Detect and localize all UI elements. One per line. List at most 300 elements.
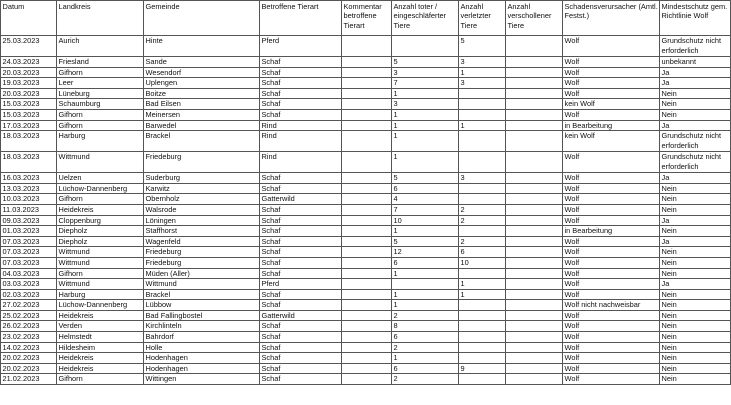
cell-verschollene[interactable] [506,289,563,300]
cell-gemeinde[interactable]: Karwitz [144,183,260,194]
cell-landkreis[interactable]: Gifhorn [57,194,144,205]
cell-gemeinde[interactable]: Bad Fallingbostel [144,310,260,321]
cell-kommentar[interactable] [342,173,392,184]
cell-kommentar[interactable] [342,194,392,205]
cell-gemeinde[interactable]: Boitze [144,88,260,99]
cell-verschollene[interactable] [506,152,563,173]
cell-datum[interactable]: 21.02.2023 [1,374,57,385]
cell-datum[interactable]: 04.03.2023 [1,268,57,279]
cell-verursacher[interactable]: Wolf [563,36,660,57]
cell-mindestschutz[interactable]: Ja [660,236,731,247]
cell-gemeinde[interactable]: Uplengen [144,78,260,89]
cell-tote[interactable]: 4 [392,194,459,205]
cell-verursacher[interactable]: Wolf [563,363,660,374]
cell-verschollene[interactable] [506,204,563,215]
cell-mindestschutz[interactable]: Nein [660,247,731,258]
cell-tierart[interactable]: Schaf [260,67,342,78]
cell-gemeinde[interactable]: Lübbow [144,300,260,311]
cell-landkreis[interactable]: Lüneburg [57,88,144,99]
cell-verursacher[interactable]: Wolf [563,204,660,215]
cell-tierart[interactable]: Schaf [260,257,342,268]
cell-verletzte[interactable] [459,268,506,279]
cell-mindestschutz[interactable]: Nein [660,353,731,364]
cell-verletzte[interactable]: 6 [459,247,506,258]
cell-landkreis[interactable]: Wittmund [57,247,144,258]
column-header-verletzte-tiere[interactable]: Anzahl verletzter Tiere [459,1,506,36]
cell-tote[interactable]: 1 [392,353,459,364]
cell-tote[interactable] [392,279,459,290]
cell-tierart[interactable]: Schaf [260,226,342,237]
cell-kommentar[interactable] [342,226,392,237]
cell-kommentar[interactable] [342,57,392,68]
cell-tote[interactable]: 5 [392,173,459,184]
cell-datum[interactable]: 18.03.2023 [1,152,57,173]
column-header-verschollene-tiere[interactable]: Anzahl verschollener Tiere [506,1,563,36]
cell-datum[interactable]: 17.03.2023 [1,120,57,131]
cell-datum[interactable]: 02.03.2023 [1,289,57,300]
cell-verursacher[interactable]: Wolf [563,247,660,258]
cell-mindestschutz[interactable]: Nein [660,342,731,353]
cell-tote[interactable]: 5 [392,236,459,247]
cell-gemeinde[interactable]: Friedeburg [144,152,260,173]
cell-gemeinde[interactable]: Wittingen [144,374,260,385]
cell-datum[interactable]: 27.02.2023 [1,300,57,311]
cell-verursacher[interactable]: Wolf [563,236,660,247]
cell-verschollene[interactable] [506,257,563,268]
cell-verursacher[interactable]: Wolf [563,353,660,364]
cell-verletzte[interactable]: 1 [459,67,506,78]
cell-landkreis[interactable]: Diepholz [57,236,144,247]
cell-verschollene[interactable] [506,353,563,364]
cell-gemeinde[interactable]: Bad Eilsen [144,99,260,110]
cell-verursacher[interactable]: Wolf [563,268,660,279]
cell-verschollene[interactable] [506,342,563,353]
cell-tote[interactable] [392,36,459,57]
cell-tierart[interactable]: Schaf [260,363,342,374]
column-header-tote-tiere[interactable]: Anzahl toter / eingeschläferter Tiere [392,1,459,36]
cell-tierart[interactable]: Schaf [260,173,342,184]
cell-gemeinde[interactable]: Barwedel [144,120,260,131]
cell-verursacher[interactable]: kein Wolf [563,131,660,152]
cell-verursacher[interactable]: Wolf [563,78,660,89]
column-header-mindestschutz[interactable]: Mindestschutz gem. Richtlinie Wolf [660,1,731,36]
cell-tote[interactable]: 6 [392,183,459,194]
cell-verletzte[interactable]: 3 [459,57,506,68]
cell-verletzte[interactable]: 10 [459,257,506,268]
cell-datum[interactable]: 11.03.2023 [1,204,57,215]
cell-verschollene[interactable] [506,78,563,89]
cell-tote[interactable]: 7 [392,204,459,215]
column-header-tierart[interactable]: Betroffene Tierart [260,1,342,36]
cell-kommentar[interactable] [342,374,392,385]
cell-datum[interactable]: 15.03.2023 [1,109,57,120]
cell-kommentar[interactable] [342,353,392,364]
cell-verschollene[interactable] [506,194,563,205]
cell-tierart[interactable]: Gatterwild [260,194,342,205]
cell-verursacher[interactable]: Wolf [563,215,660,226]
cell-tote[interactable]: 8 [392,321,459,332]
cell-mindestschutz[interactable]: Grundschutz nicht erforderlich [660,152,731,173]
cell-kommentar[interactable] [342,78,392,89]
cell-verursacher[interactable]: Wolf [563,57,660,68]
cell-verschollene[interactable] [506,321,563,332]
cell-tierart[interactable]: Schaf [260,78,342,89]
cell-verletzte[interactable] [459,342,506,353]
cell-verursacher[interactable]: Wolf [563,257,660,268]
cell-tote[interactable]: 3 [392,67,459,78]
cell-datum[interactable]: 15.03.2023 [1,99,57,110]
cell-landkreis[interactable]: Heidekreis [57,363,144,374]
cell-mindestschutz[interactable]: Grundschutz nicht erforderlich [660,36,731,57]
cell-tierart[interactable]: Schaf [260,183,342,194]
cell-kommentar[interactable] [342,204,392,215]
cell-mindestschutz[interactable]: Nein [660,257,731,268]
cell-verursacher[interactable]: Wolf [563,321,660,332]
cell-verletzte[interactable] [459,300,506,311]
cell-landkreis[interactable]: Lüchow-Dannenberg [57,183,144,194]
cell-mindestschutz[interactable]: Ja [660,67,731,78]
cell-landkreis[interactable]: Hildesheim [57,342,144,353]
cell-gemeinde[interactable]: Walsrode [144,204,260,215]
cell-verletzte[interactable]: 2 [459,236,506,247]
cell-verursacher[interactable]: Wolf [563,183,660,194]
cell-datum[interactable]: 20.03.2023 [1,67,57,78]
cell-gemeinde[interactable]: Friedeburg [144,247,260,258]
cell-kommentar[interactable] [342,109,392,120]
cell-landkreis[interactable]: Uelzen [57,173,144,184]
cell-tote[interactable]: 12 [392,247,459,258]
cell-gemeinde[interactable]: Wittmund [144,279,260,290]
cell-tierart[interactable]: Schaf [260,332,342,343]
cell-mindestschutz[interactable]: Nein [660,363,731,374]
cell-gemeinde[interactable]: Kirchlinteln [144,321,260,332]
cell-verursacher[interactable]: Wolf [563,289,660,300]
cell-datum[interactable]: 01.03.2023 [1,226,57,237]
cell-landkreis[interactable]: Heidekreis [57,353,144,364]
cell-tierart[interactable]: Schaf [260,88,342,99]
cell-verletzte[interactable]: 2 [459,204,506,215]
cell-kommentar[interactable] [342,67,392,78]
cell-datum[interactable]: 14.02.2023 [1,342,57,353]
cell-landkreis[interactable]: Gifhorn [57,120,144,131]
cell-verschollene[interactable] [506,279,563,290]
cell-tierart[interactable]: Rind [260,131,342,152]
cell-gemeinde[interactable]: Staffhorst [144,226,260,237]
cell-datum[interactable]: 09.03.2023 [1,215,57,226]
cell-kommentar[interactable] [342,363,392,374]
cell-gemeinde[interactable]: Friedeburg [144,257,260,268]
cell-tote[interactable]: 1 [392,226,459,237]
cell-verschollene[interactable] [506,99,563,110]
cell-datum[interactable]: 24.03.2023 [1,57,57,68]
cell-gemeinde[interactable]: Hodenhagen [144,353,260,364]
cell-tierart[interactable]: Rind [260,120,342,131]
cell-kommentar[interactable] [342,88,392,99]
cell-verletzte[interactable] [459,194,506,205]
cell-verletzte[interactable]: 1 [459,279,506,290]
cell-kommentar[interactable] [342,36,392,57]
cell-verletzte[interactable]: 3 [459,78,506,89]
cell-tote[interactable]: 2 [392,342,459,353]
cell-landkreis[interactable]: Diepholz [57,226,144,237]
cell-tierart[interactable]: Schaf [260,247,342,258]
cell-gemeinde[interactable]: Holle [144,342,260,353]
cell-verletzte[interactable]: 5 [459,36,506,57]
cell-tote[interactable]: 5 [392,57,459,68]
cell-kommentar[interactable] [342,152,392,173]
cell-tierart[interactable]: Rind [260,152,342,173]
cell-verursacher[interactable]: Wolf [563,332,660,343]
cell-tierart[interactable]: Schaf [260,289,342,300]
cell-mindestschutz[interactable]: Ja [660,78,731,89]
cell-datum[interactable]: 19.03.2023 [1,78,57,89]
cell-verschollene[interactable] [506,88,563,99]
cell-kommentar[interactable] [342,321,392,332]
cell-verletzte[interactable]: 1 [459,120,506,131]
cell-verletzte[interactable] [459,353,506,364]
cell-verletzte[interactable]: 2 [459,215,506,226]
cell-verschollene[interactable] [506,247,563,258]
cell-datum[interactable]: 07.03.2023 [1,236,57,247]
cell-mindestschutz[interactable]: Ja [660,215,731,226]
cell-gemeinde[interactable]: Brackel [144,289,260,300]
cell-kommentar[interactable] [342,215,392,226]
cell-tote[interactable]: 1 [392,152,459,173]
cell-tierart[interactable]: Schaf [260,215,342,226]
cell-verschollene[interactable] [506,226,563,237]
cell-kommentar[interactable] [342,183,392,194]
cell-verschollene[interactable] [506,363,563,374]
cell-tote[interactable]: 6 [392,363,459,374]
cell-verletzte[interactable] [459,99,506,110]
cell-mindestschutz[interactable]: Nein [660,194,731,205]
cell-datum[interactable]: 03.03.2023 [1,279,57,290]
cell-datum[interactable]: 23.02.2023 [1,332,57,343]
cell-mindestschutz[interactable]: Nein [660,289,731,300]
column-header-kommentar[interactable]: Kommentar betroffene Tierart [342,1,392,36]
cell-landkreis[interactable]: Gifhorn [57,268,144,279]
cell-mindestschutz[interactable]: Nein [660,88,731,99]
cell-mindestschutz[interactable]: Nein [660,226,731,237]
cell-verschollene[interactable] [506,374,563,385]
cell-tote[interactable]: 1 [392,88,459,99]
cell-datum[interactable]: 10.03.2023 [1,194,57,205]
cell-verursacher[interactable]: Wolf [563,374,660,385]
cell-mindestschutz[interactable]: unbekannt [660,57,731,68]
cell-verletzte[interactable] [459,321,506,332]
column-header-landkreis[interactable]: Landkreis [57,1,144,36]
cell-verletzte[interactable] [459,332,506,343]
cell-tote[interactable]: 10 [392,215,459,226]
cell-kommentar[interactable] [342,279,392,290]
cell-landkreis[interactable]: Verden [57,321,144,332]
cell-tierart[interactable]: Schaf [260,236,342,247]
cell-tote[interactable]: 1 [392,109,459,120]
cell-tote[interactable]: 2 [392,374,459,385]
cell-verschollene[interactable] [506,268,563,279]
cell-verursacher[interactable]: Wolf [563,342,660,353]
cell-verursacher[interactable]: Wolf [563,194,660,205]
cell-landkreis[interactable]: Gifhorn [57,67,144,78]
cell-verursacher[interactable]: Wolf [563,152,660,173]
cell-verletzte[interactable] [459,183,506,194]
cell-datum[interactable]: 20.03.2023 [1,88,57,99]
cell-gemeinde[interactable]: Bahrdorf [144,332,260,343]
cell-landkreis[interactable]: Wittmund [57,152,144,173]
cell-verletzte[interactable] [459,131,506,152]
cell-datum[interactable]: 26.02.2023 [1,321,57,332]
cell-kommentar[interactable] [342,120,392,131]
cell-kommentar[interactable] [342,236,392,247]
cell-tote[interactable]: 2 [392,310,459,321]
cell-tierart[interactable]: Schaf [260,300,342,311]
cell-datum[interactable]: 16.03.2023 [1,173,57,184]
cell-gemeinde[interactable]: Meinersen [144,109,260,120]
cell-tote[interactable]: 7 [392,78,459,89]
cell-verletzte[interactable] [459,88,506,99]
cell-verschollene[interactable] [506,332,563,343]
cell-kommentar[interactable] [342,99,392,110]
cell-verschollene[interactable] [506,120,563,131]
cell-landkreis[interactable]: Heidekreis [57,204,144,215]
cell-landkreis[interactable]: Gifhorn [57,374,144,385]
cell-verursacher[interactable]: Wolf [563,173,660,184]
cell-gemeinde[interactable]: Suderburg [144,173,260,184]
cell-verletzte[interactable] [459,310,506,321]
cell-verletzte[interactable] [459,374,506,385]
cell-gemeinde[interactable]: Sande [144,57,260,68]
cell-datum[interactable]: 07.03.2023 [1,247,57,258]
cell-verletzte[interactable] [459,109,506,120]
cell-tierart[interactable]: Schaf [260,342,342,353]
column-header-schadensverursacher[interactable]: Schadensverursacher (Amtl. Festst.) [563,1,660,36]
cell-verschollene[interactable] [506,310,563,321]
cell-kommentar[interactable] [342,289,392,300]
cell-mindestschutz[interactable]: Nein [660,332,731,343]
cell-verursacher[interactable]: Wolf [563,67,660,78]
cell-landkreis[interactable]: Lüchow-Dannenberg [57,300,144,311]
cell-verletzte[interactable]: 3 [459,173,506,184]
cell-tierart[interactable]: Pferd [260,36,342,57]
cell-datum[interactable]: 25.02.2023 [1,310,57,321]
cell-gemeinde[interactable]: Wesendorf [144,67,260,78]
cell-gemeinde[interactable]: Löningen [144,215,260,226]
cell-tierart[interactable]: Schaf [260,99,342,110]
cell-verschollene[interactable] [506,109,563,120]
cell-datum[interactable]: 07.03.2023 [1,257,57,268]
cell-tote[interactable]: 1 [392,300,459,311]
cell-tote[interactable]: 3 [392,99,459,110]
cell-mindestschutz[interactable]: Nein [660,99,731,110]
cell-mindestschutz[interactable]: Nein [660,204,731,215]
cell-tierart[interactable]: Gatterwild [260,310,342,321]
cell-kommentar[interactable] [342,131,392,152]
cell-mindestschutz[interactable]: Nein [660,321,731,332]
cell-mindestschutz[interactable]: Ja [660,279,731,290]
cell-mindestschutz[interactable]: Ja [660,173,731,184]
cell-gemeinde[interactable]: Müden (Aller) [144,268,260,279]
cell-mindestschutz[interactable]: Nein [660,268,731,279]
cell-landkreis[interactable]: Gifhorn [57,109,144,120]
cell-verschollene[interactable] [506,36,563,57]
cell-verschollene[interactable] [506,57,563,68]
cell-datum[interactable]: 13.03.2023 [1,183,57,194]
cell-tierart[interactable]: Schaf [260,353,342,364]
cell-mindestschutz[interactable]: Nein [660,374,731,385]
cell-verursacher[interactable]: Wolf [563,88,660,99]
cell-verursacher[interactable]: Wolf nicht nachweisbar [563,300,660,311]
cell-gemeinde[interactable]: Obernholz [144,194,260,205]
cell-datum[interactable]: 25.03.2023 [1,36,57,57]
cell-verletzte[interactable]: 9 [459,363,506,374]
cell-datum[interactable]: 20.02.2023 [1,353,57,364]
cell-landkreis[interactable]: Heidekreis [57,310,144,321]
cell-verursacher[interactable]: Wolf [563,310,660,321]
cell-tierart[interactable]: Schaf [260,374,342,385]
cell-tierart[interactable]: Schaf [260,268,342,279]
cell-landkreis[interactable]: Wittmund [57,279,144,290]
cell-verschollene[interactable] [506,215,563,226]
cell-tierart[interactable]: Schaf [260,109,342,120]
cell-verschollene[interactable] [506,236,563,247]
cell-verletzte[interactable] [459,226,506,237]
cell-kommentar[interactable] [342,300,392,311]
cell-landkreis[interactable]: Cloppenburg [57,215,144,226]
cell-gemeinde[interactable]: Hinte [144,36,260,57]
cell-tote[interactable]: 1 [392,268,459,279]
cell-landkreis[interactable]: Schaumburg [57,99,144,110]
cell-mindestschutz[interactable]: Grundschutz nicht erforderlich [660,131,731,152]
cell-verursacher[interactable]: Wolf [563,279,660,290]
cell-gemeinde[interactable]: Hodenhagen [144,363,260,374]
cell-mindestschutz[interactable]: Nein [660,310,731,321]
cell-tierart[interactable]: Schaf [260,321,342,332]
cell-landkreis[interactable]: Harburg [57,289,144,300]
cell-verletzte[interactable]: 1 [459,289,506,300]
cell-verschollene[interactable] [506,67,563,78]
cell-landkreis[interactable]: Helmstedt [57,332,144,343]
cell-kommentar[interactable] [342,247,392,258]
cell-landkreis[interactable]: Friesland [57,57,144,68]
cell-tote[interactable]: 1 [392,120,459,131]
cell-verursacher[interactable]: kein Wolf [563,99,660,110]
cell-tote[interactable]: 6 [392,332,459,343]
cell-mindestschutz[interactable]: Nein [660,109,731,120]
cell-landkreis[interactable]: Aurich [57,36,144,57]
cell-verschollene[interactable] [506,183,563,194]
cell-kommentar[interactable] [342,342,392,353]
cell-verursacher[interactable]: in Bearbeitung [563,226,660,237]
cell-tierart[interactable]: Pferd [260,279,342,290]
cell-verursacher[interactable]: Wolf [563,109,660,120]
cell-tote[interactable]: 6 [392,257,459,268]
cell-kommentar[interactable] [342,332,392,343]
cell-landkreis[interactable]: Wittmund [57,257,144,268]
cell-mindestschutz[interactable]: Nein [660,300,731,311]
cell-tierart[interactable]: Schaf [260,204,342,215]
cell-verletzte[interactable] [459,152,506,173]
cell-mindestschutz[interactable]: Ja [660,120,731,131]
cell-tierart[interactable]: Schaf [260,57,342,68]
column-header-datum[interactable]: Datum [1,1,57,36]
column-header-gemeinde[interactable]: Gemeinde [144,1,260,36]
cell-kommentar[interactable] [342,310,392,321]
cell-mindestschutz[interactable]: Nein [660,183,731,194]
cell-landkreis[interactable]: Harburg [57,131,144,152]
cell-landkreis[interactable]: Leer [57,78,144,89]
cell-verschollene[interactable] [506,173,563,184]
cell-gemeinde[interactable]: Wagenfeld [144,236,260,247]
